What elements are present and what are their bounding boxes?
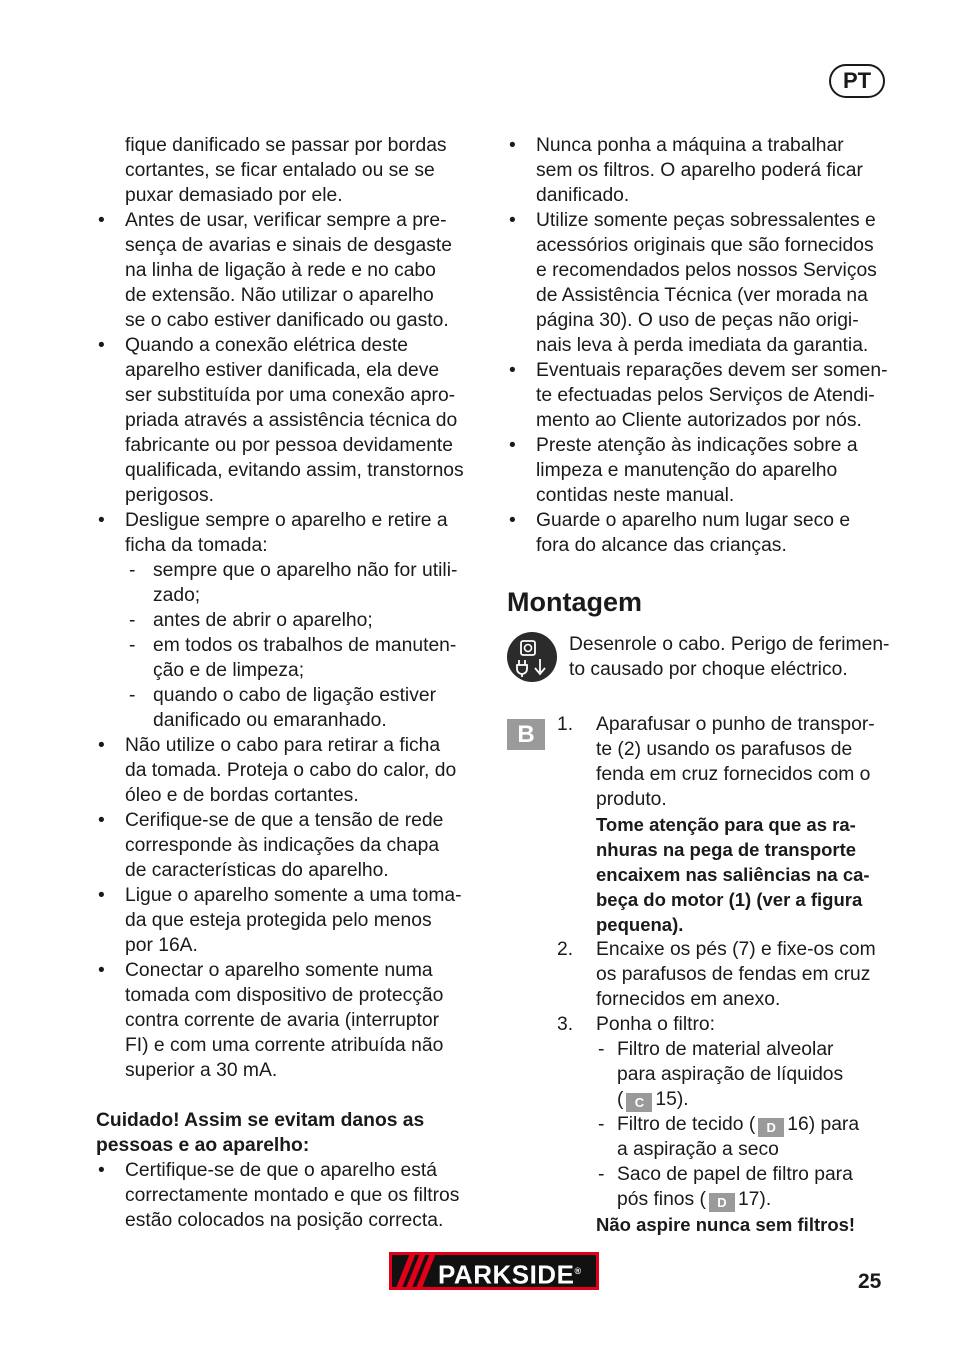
bullet-item	[507, 508, 892, 558]
text-line: ser substituída por uma conexão apro-	[125, 385, 456, 406]
warning-note	[507, 632, 892, 694]
bullet-item	[96, 883, 484, 958]
text-line: da que esteja protegida pelo menos	[125, 910, 432, 931]
figure-badge-d: D	[709, 1193, 735, 1212]
text-line: tomada com dispositivo de protecção	[125, 985, 444, 1006]
text-line: de Assistência Técnica (ver morada na	[536, 285, 868, 306]
bullet-item	[96, 958, 484, 1083]
text-line: danificado ou emaranhado.	[153, 710, 387, 731]
text-line: se o cabo estiver danificado ou gasto.	[125, 310, 449, 331]
dash-item	[96, 633, 484, 683]
step-item	[557, 937, 892, 962]
step-number: 3.	[557, 1014, 574, 1035]
text-line: • Utilize somente peças sobressalentes e	[536, 210, 876, 231]
bullet-item	[96, 733, 484, 808]
text-line: puxar demasiado por ele.	[125, 185, 343, 206]
parkside-logo	[389, 1252, 599, 1290]
text-line: fornecidos em anexo.	[596, 989, 781, 1010]
figure-badge-d: D	[758, 1118, 784, 1137]
text-line: produto.	[596, 789, 667, 810]
text-line: aparelho estiver danificada, ela deve	[125, 360, 440, 381]
text-line: na linha de ligação à rede e no cabo	[125, 260, 436, 281]
text-line	[617, 1112, 892, 1137]
text-line: qualificada, evitando assim, transtornos	[125, 460, 464, 481]
text-line: contidas neste manual.	[536, 485, 735, 506]
bullet-item	[507, 433, 892, 508]
step-number: 1.	[557, 714, 574, 735]
text-line: pessoas e ao aparelho:	[96, 1135, 310, 1156]
text-line: da tomada. Proteja o cabo do calor, do	[125, 760, 457, 781]
text-line: fenda em cruz fornecidos com o	[596, 764, 871, 785]
text-line: • Desligue sempre o aparelho e retire a	[125, 510, 448, 531]
text-fragment: Filtro de tecido (	[617, 1114, 756, 1135]
text-line: zado;	[153, 585, 201, 606]
text-line: nhuras na pega de transporte	[596, 839, 857, 860]
bullet-item	[96, 1158, 484, 1233]
text-line: - quando o cabo de ligação estiver	[153, 685, 436, 706]
final-note: Não aspire nunca sem filtros!	[596, 1214, 856, 1235]
figure-badge-c: C	[626, 1093, 652, 1112]
step-number: 2.	[557, 939, 574, 960]
assembly-steps	[507, 712, 892, 1237]
text-line: a aspiração a seco	[617, 1139, 779, 1160]
text-line: • Não utilize o cabo para retirar a ficha	[125, 735, 441, 756]
text-line: sença de avarias e sinais de desgaste	[125, 235, 452, 256]
text-line: perigosos.	[125, 485, 214, 506]
text-line: FI) e com uma corrente atribuída não	[125, 1035, 444, 1056]
text-line: - em todos os trabalhos de manuten-	[153, 635, 457, 656]
text-line: Tome atenção para que as ra-	[596, 814, 856, 835]
right-column	[507, 133, 892, 1237]
intro-paragraph	[96, 133, 484, 208]
section-title: Montagem	[507, 587, 642, 617]
text-line: por 16A.	[125, 935, 198, 956]
text-line: • Preste atenção às indicações sobre a	[536, 435, 858, 456]
text-line: danificado.	[536, 185, 630, 206]
text-line: Encaixe os pés (7) e fixe-os com	[596, 939, 876, 960]
text-line: página 30). O uso de peças não origi-	[536, 310, 859, 331]
bullet-item	[96, 808, 484, 883]
text-line: priada através a assistência técnica do	[125, 410, 458, 431]
text-line: • Cerifique-se de que a tensão de rede	[125, 810, 444, 831]
text-line: para aspiração de líquidos	[617, 1064, 844, 1085]
text-line: correctamente montado e que os filtros	[125, 1185, 460, 1206]
language-badge: PT	[829, 64, 885, 98]
text-line: acessórios originais que são fornecidos	[536, 235, 874, 256]
text-line: beça do motor (1) (ver a figura	[596, 889, 863, 910]
figure-badge-b: B	[507, 719, 545, 750]
step-item	[557, 712, 892, 737]
text-line: fabricante ou por pessoa devidamente	[125, 435, 453, 456]
text-line: - sempre que o aparelho não for utili-	[153, 560, 458, 581]
text-line: estão colocados na posição correcta.	[125, 1210, 444, 1231]
text-fragment: 17).	[737, 1189, 772, 1210]
text-line: de extensão. Não utilizar o aparelho	[125, 285, 434, 306]
text-line	[617, 1187, 892, 1212]
text-line: • Nunca ponha a máquina a trabalhar	[536, 135, 844, 156]
registered-mark: ®	[574, 1266, 582, 1276]
text-line: te efectuadas pelos Serviços de Atendi-	[536, 385, 875, 406]
text-line: ficha da tomada:	[125, 535, 268, 556]
text-line: ção e de limpeza;	[153, 660, 305, 681]
text-line: fique danificado se passar por bordas	[125, 135, 447, 156]
text-fragment: 15).	[655, 1089, 689, 1110]
bullet-item	[96, 208, 484, 333]
dash-item	[96, 608, 484, 633]
text-line: corresponde às indicações da chapa	[125, 835, 440, 856]
page-number: 25	[858, 1270, 882, 1293]
text-line: - Filtro de material alveolar	[617, 1039, 834, 1060]
text-fragment: (	[617, 1089, 624, 1110]
text-line: superior a 30 mA.	[125, 1060, 278, 1081]
text-line: pequena).	[596, 914, 684, 935]
bullet-item	[96, 333, 484, 508]
text-fragment: 16) para	[787, 1114, 860, 1135]
text-line: cortantes, se ficar entalado ou se se	[125, 160, 435, 181]
text-line: • Antes de usar, verificar sempre a pre-	[125, 210, 447, 231]
text-line: • Quando a conexão elétrica deste	[125, 335, 408, 356]
text-fragment: pós finos (	[617, 1189, 706, 1210]
text-line: fora do alcance das crianças.	[536, 535, 787, 556]
unplug-warning-icon	[507, 632, 557, 682]
text-line: - Saco de papel de filtro para	[617, 1164, 853, 1185]
dash-item	[96, 683, 484, 733]
logo-background	[392, 1255, 596, 1287]
text-line: contra corrente de avaria (interruptor	[125, 1010, 440, 1031]
bullet-item	[507, 358, 892, 433]
text-line: encaixem nas saliências na ca-	[596, 864, 870, 885]
dash-item	[96, 558, 484, 608]
text-line: te (2) usando os parafusos de	[596, 739, 853, 760]
text-line: • Conectar o aparelho somente numa	[125, 960, 433, 981]
text-line: Cuidado! Assim se evitam danos as	[96, 1110, 425, 1131]
bullet-item	[96, 508, 484, 558]
text-line: to causado por choque eléctrico.	[569, 659, 848, 680]
bullet-item	[507, 208, 892, 358]
text-line: - antes de abrir o aparelho;	[153, 610, 373, 631]
text-line	[617, 1087, 892, 1112]
text-line: • Guarde o aparelho num lugar seco e	[536, 510, 851, 531]
left-column	[96, 133, 484, 1233]
brand-name: PARKSIDE	[438, 1259, 575, 1287]
text-line: nais leva à perda imediata da garantia.	[536, 335, 869, 356]
logo-text	[438, 1255, 582, 1287]
text-line: de características do aparelho.	[125, 860, 389, 881]
text-line: Ponha o filtro:	[596, 1014, 715, 1035]
dash-item	[557, 1037, 892, 1112]
dash-item	[557, 1112, 892, 1162]
text-line: Desenrole o cabo. Perigo de ferimen-	[569, 634, 890, 655]
text-line: óleo e de bordas cortantes.	[125, 785, 359, 806]
text-line: • Eventuais reparações devem ser somen-	[536, 360, 888, 381]
steps-list	[557, 712, 892, 1237]
text-line: sem os filtros. O aparelho poderá ficar	[536, 160, 863, 181]
bullet-item	[507, 133, 892, 208]
text-line: Aparafusar o punho de transpor-	[596, 714, 875, 735]
text-line: limpeza e manutenção do aparelho	[536, 460, 838, 481]
text-line: os parafusos de fendas em cruz	[596, 964, 871, 985]
caution-heading	[96, 1108, 484, 1158]
text-line: • Certifique-se de que o aparelho está	[125, 1160, 437, 1181]
text-line: e recomendados pelos nossos Serviços	[536, 260, 877, 281]
step-item	[557, 1012, 892, 1037]
text-line: mento ao Cliente autorizados por nós.	[536, 410, 862, 431]
text-line: • Ligue o aparelho somente a uma toma-	[125, 885, 462, 906]
dash-item	[557, 1162, 892, 1212]
